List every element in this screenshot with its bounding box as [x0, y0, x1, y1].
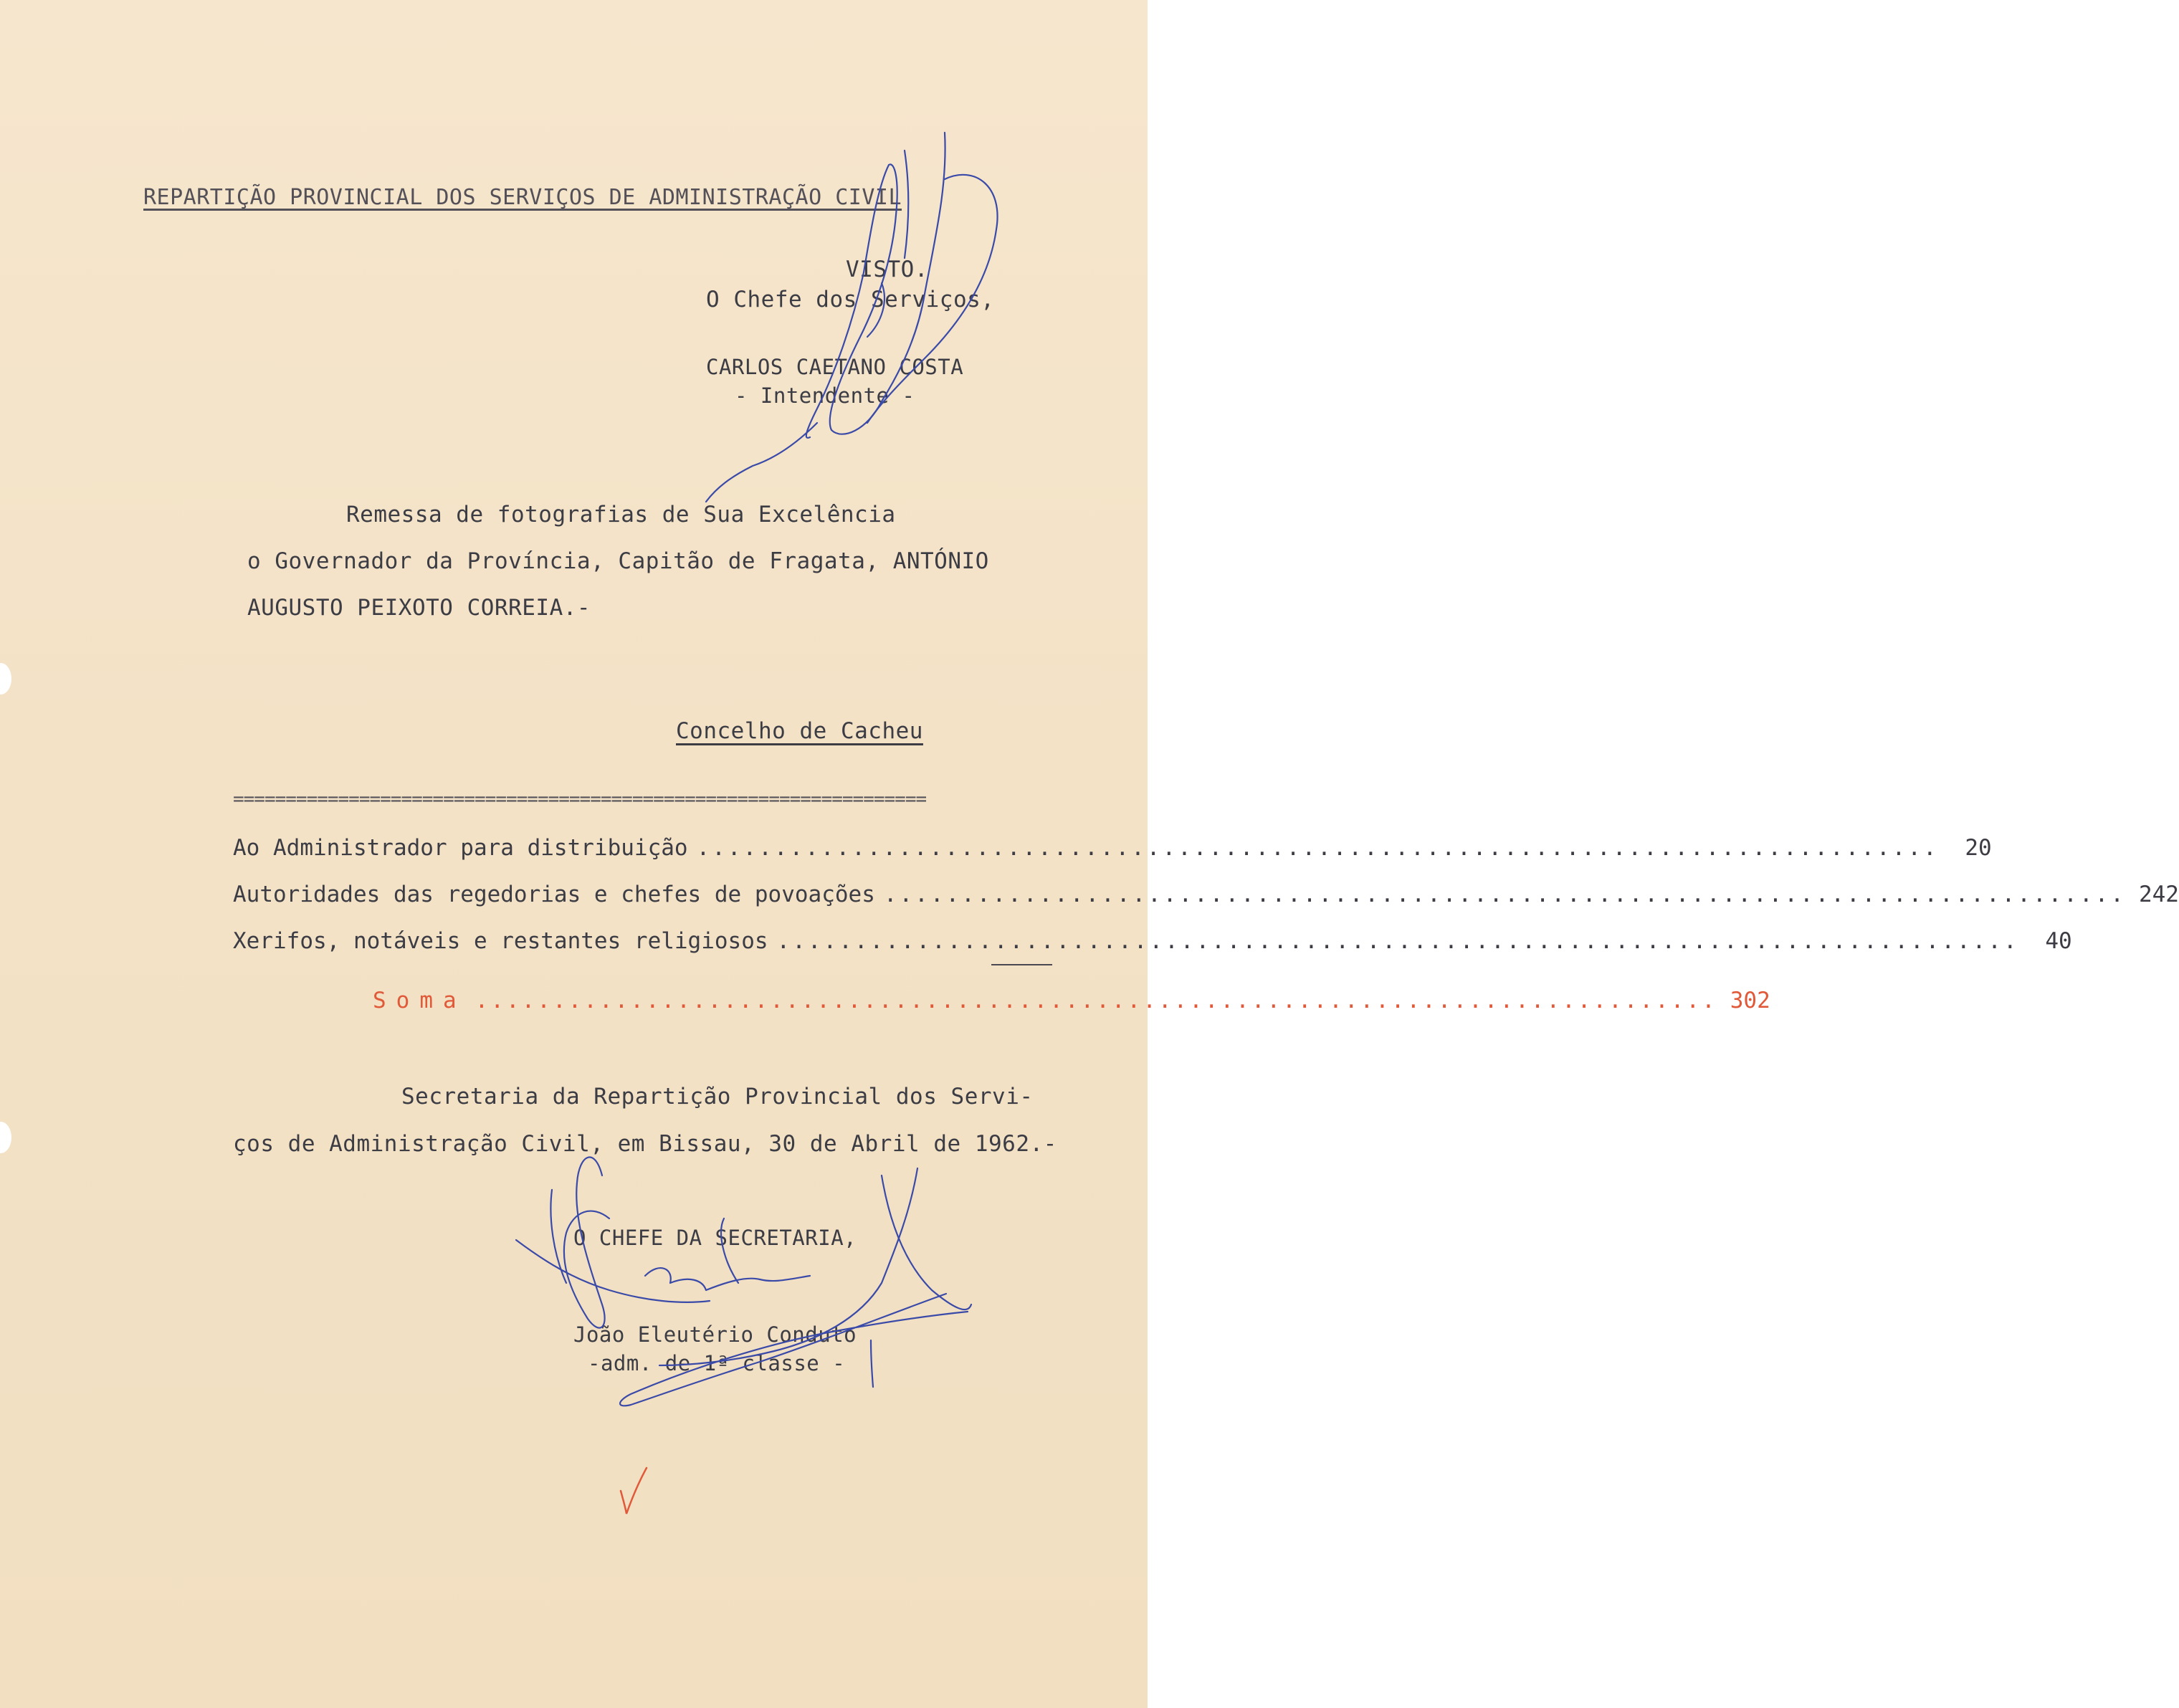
department-header: REPARTIÇÃO PROVINCIAL DOS SERVIÇOS DE ADMINISTRAÇÃO CIVIL [143, 185, 902, 210]
total-label: Soma [373, 988, 467, 1013]
approver-name: CARLOS CAETANO COSTA [706, 355, 964, 379]
visto-label: VISTO. [846, 257, 928, 282]
check-mark-icon [621, 1468, 647, 1514]
signatory-title: O CHEFE DA SECRETARIA, [573, 1226, 857, 1250]
closing-line-1: Secretaria da Repartição Provincial dos Servi- [401, 1084, 1034, 1110]
chefe-servicos-label: O Chefe dos Serviços, [706, 287, 995, 313]
approver-signature [706, 133, 998, 502]
separator-rule: ================================================================== [233, 788, 927, 810]
subject-line-3: AUGUSTO PEIXOTO CORREIA.- [247, 595, 591, 621]
row-label: Ao Administrador para distribuição [233, 835, 688, 861]
closing-line-2: ços de Administração Civil, em Bissau, 30 de Abril de 1962.- [233, 1131, 1057, 1157]
row-label: Xerifos, notáveis e restantes religiosos [233, 928, 768, 954]
concelho-heading: Concelho de Cacheu [676, 718, 923, 744]
total-value: 302 [1730, 988, 1770, 1013]
leader-dots: ................................................................................ [776, 928, 2019, 954]
row-value: 20 [1965, 835, 1992, 861]
row-label: Autoridades das regedorias e chefes de povoações [233, 882, 875, 907]
leader-dots: ................................................................................ [475, 988, 1717, 1013]
row-value: 40 [2045, 928, 2072, 954]
leader-dots: ................................................................................ [883, 882, 2126, 907]
subject-line-1: Remessa de fotografias de Sua Excelência [346, 502, 896, 528]
signatory-name: João Eleutério Conduto [573, 1322, 857, 1347]
approver-rank: - Intendente - [735, 383, 915, 408]
chief-secretary-signature [516, 1158, 971, 1406]
subject-line-2: o Governador da Província, Capitão de Fragata, ANTÓNIO [247, 548, 989, 574]
leader-dots: ................................................................................ [696, 835, 1939, 861]
signatory-rank: -adm. de 1ª classe - [588, 1351, 846, 1375]
row-value: 242 [2138, 882, 2179, 907]
